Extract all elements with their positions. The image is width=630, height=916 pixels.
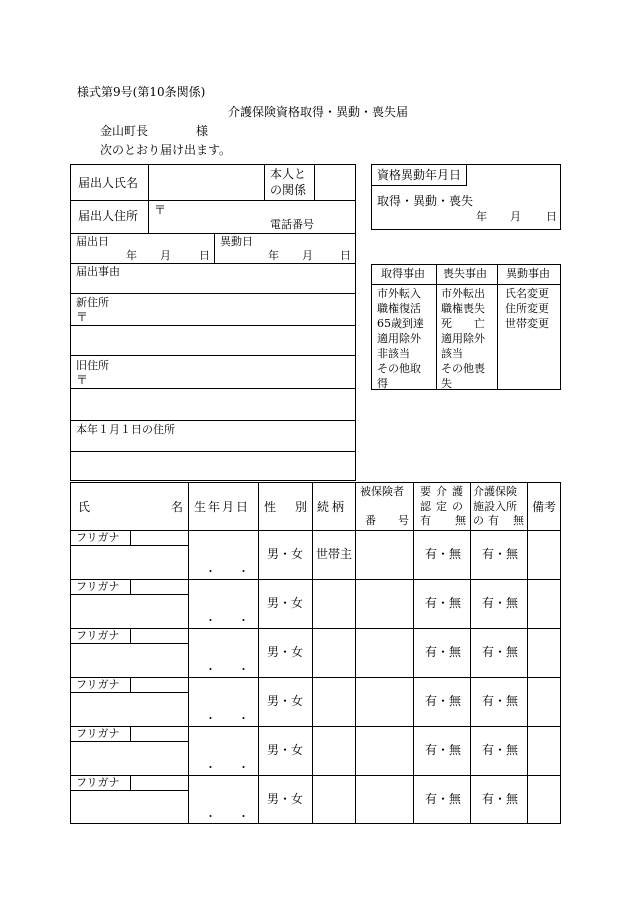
relation-label-2: の関係 xyxy=(270,183,307,197)
sex-options[interactable]: 男・女 xyxy=(267,743,304,757)
old-postal-mark: 〒 xyxy=(76,373,89,387)
list-item: 失 xyxy=(441,377,452,390)
care-yes-no[interactable]: 有・無 xyxy=(425,792,462,806)
col-insured-2: 番 xyxy=(365,514,376,527)
change-reasons xyxy=(505,286,561,331)
change-date-label: 異動日 xyxy=(220,235,253,248)
status-box-title: 資格異動年月日 xyxy=(377,168,462,182)
phone-label: 電話番号 xyxy=(270,218,314,231)
sex-options[interactable]: 男・女 xyxy=(267,792,304,806)
list-item: 65歳到達 xyxy=(377,317,424,330)
status-types: 取得・異動・喪失 xyxy=(377,194,474,208)
col-sex-2: 別 xyxy=(295,500,308,514)
applicant-name-label: 届出人氏名 xyxy=(78,176,139,190)
furigana-label: フリガナ xyxy=(76,629,120,642)
furigana-label: フリガナ xyxy=(76,531,120,544)
furigana-label: フリガナ xyxy=(76,727,120,740)
relation-field[interactable] xyxy=(316,166,354,198)
col-facility-3: の有 xyxy=(473,514,503,527)
postal-mark: 〒 xyxy=(154,203,167,217)
filing-year: 年 xyxy=(126,249,137,262)
list-item: その他喪 xyxy=(441,362,485,375)
reason-header-loss: 喪失事由 xyxy=(443,267,487,280)
filing-month: 月 xyxy=(160,249,171,262)
sex-options[interactable]: 男・女 xyxy=(267,645,304,659)
care-yes-no[interactable]: 有・無 xyxy=(425,596,462,610)
furigana-label: フリガナ xyxy=(76,678,120,691)
form-number: 様式第9号(第10条関係) xyxy=(77,85,206,99)
list-item: 死 亡 xyxy=(441,317,485,330)
old-address-label: 旧住所 xyxy=(76,359,109,372)
intro-text: 次のとおり届け出ます。 xyxy=(100,143,232,157)
birth-date-dots: ・ ・ xyxy=(205,663,249,676)
furigana-label: フリガナ xyxy=(76,580,120,593)
reason-header-change: 異動事由 xyxy=(506,267,550,280)
filing-date-label: 届出日 xyxy=(76,235,109,248)
birth-date-dots: ・ ・ xyxy=(205,565,249,578)
status-day: 日 xyxy=(546,210,557,223)
col-care-4: 無 xyxy=(455,514,466,527)
applicant-address-label: 届出人住所 xyxy=(78,209,139,223)
facility-yes-no[interactable]: 有・無 xyxy=(482,596,519,610)
col-sex-1: 性 xyxy=(264,500,277,514)
page-title: 介護保険資格取得・異動・喪失届 xyxy=(228,105,409,119)
list-item: 住所変更 xyxy=(505,302,549,315)
applicant-name-field[interactable] xyxy=(150,166,262,198)
list-item: その他取 xyxy=(377,362,421,375)
list-item: 市外転出 xyxy=(441,287,485,300)
birth-date-dots: ・ ・ xyxy=(205,712,249,725)
col-facility-4: 無 xyxy=(513,514,524,527)
list-item: 職権喪失 xyxy=(441,302,485,315)
col-birth: 生年月日 xyxy=(194,500,251,514)
list-item: 世帯変更 xyxy=(505,317,549,330)
birth-date-dots: ・ ・ xyxy=(205,761,249,774)
change-month: 月 xyxy=(302,249,313,262)
facility-yes-no[interactable]: 有・無 xyxy=(482,694,519,708)
honorific: 様 xyxy=(196,124,209,138)
filing-day: 日 xyxy=(199,249,210,262)
col-remarks: 備考 xyxy=(532,500,557,514)
col-insured-3: 号 xyxy=(398,514,409,527)
col-name-2: 名 xyxy=(171,500,184,514)
col-facility-2: 施設入所 xyxy=(473,500,517,513)
loss-reasons xyxy=(441,286,497,391)
list-item: 職権復活 xyxy=(377,302,421,315)
col-care-1: 要介護 xyxy=(420,485,468,498)
facility-yes-no[interactable]: 有・無 xyxy=(482,645,519,659)
care-yes-no[interactable]: 有・無 xyxy=(425,743,462,757)
change-day: 日 xyxy=(340,249,351,262)
facility-yes-no[interactable]: 有・無 xyxy=(482,792,519,806)
birth-date-dots: ・ ・ xyxy=(205,810,249,823)
facility-yes-no[interactable]: 有・無 xyxy=(482,547,519,561)
sex-options[interactable]: 男・女 xyxy=(267,547,304,561)
col-relation: 続柄 xyxy=(317,500,348,514)
new-postal-mark: 〒 xyxy=(76,310,89,324)
list-item: 市外転入 xyxy=(377,287,421,300)
col-name-1: 氏 xyxy=(78,500,91,514)
furigana-label: フリガナ xyxy=(76,776,120,789)
reason-header-acquisition: 取得事由 xyxy=(381,267,425,280)
relation-label-1: 本人と xyxy=(270,167,307,181)
care-yes-no[interactable]: 有・無 xyxy=(425,694,462,708)
col-insured-1: 被保険者 xyxy=(360,485,404,498)
care-yes-no[interactable]: 有・無 xyxy=(425,547,462,561)
col-care-3: 有 xyxy=(420,514,431,527)
change-year: 年 xyxy=(268,249,279,262)
addressee: 金山町長 xyxy=(100,124,149,138)
birth-date-dots: ・ ・ xyxy=(205,614,249,627)
sex-options[interactable]: 男・女 xyxy=(267,694,304,708)
status-year: 年 xyxy=(476,210,487,223)
list-item: 非該当 xyxy=(377,347,410,360)
relation-value: 世帯主 xyxy=(316,547,353,561)
status-month: 月 xyxy=(510,210,521,223)
col-care-2: 認定の xyxy=(420,500,468,513)
list-item: 得 xyxy=(377,377,388,390)
list-item: 適用除外 xyxy=(441,332,485,345)
acquisition-reasons xyxy=(377,286,435,391)
jan1-address-label: 本年１月１日の住所 xyxy=(76,423,175,436)
list-item: 氏名変更 xyxy=(505,287,549,300)
care-yes-no[interactable]: 有・無 xyxy=(425,645,462,659)
facility-yes-no[interactable]: 有・無 xyxy=(482,743,519,757)
new-address-label: 新住所 xyxy=(76,296,109,309)
list-item: 該当 xyxy=(441,347,463,360)
col-facility-1: 介護保険 xyxy=(473,485,517,498)
sex-options[interactable]: 男・女 xyxy=(267,596,304,610)
reason-label: 届出事由 xyxy=(76,265,120,278)
applicant-address-field[interactable] xyxy=(150,202,354,231)
list-item: 適用除外 xyxy=(377,332,421,345)
